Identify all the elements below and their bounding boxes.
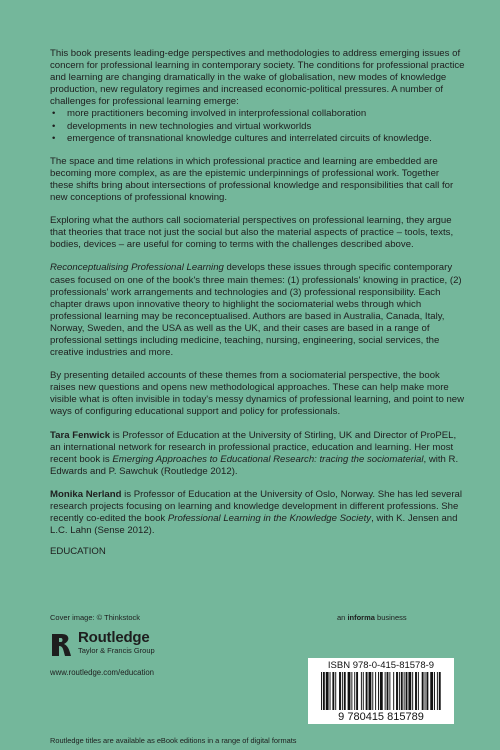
author-name: Monika Nerland bbox=[50, 488, 122, 500]
challenges-list bbox=[50, 108, 465, 144]
barcode-bar bbox=[326, 672, 329, 710]
barcode-bar bbox=[372, 672, 373, 710]
barcode-bar bbox=[323, 672, 325, 710]
barcode-bar bbox=[396, 672, 398, 710]
routledge-logo-icon bbox=[50, 632, 72, 658]
space-time-paragraph: The space and time relations in which professional practice and learning are embedded are becoming more complex, as are the epistemic underpinnings of professional work. Together these shifts bring about intersections of professional knowledge and responsibilities that call for new conceptions of professional knowing. bbox=[50, 155, 454, 204]
author-name: Tara Fenwick bbox=[50, 429, 111, 441]
author-bio-nerland: Monika Nerland is Professor of Education at the University of Oslo, Norway. She has led several research projects focusing on learning and knowledge development in different professions. She recently co-edited the book Professional Learning in the Knowledge Society, with K. Jensen and L.C. Lahn (Sense 2012). bbox=[50, 488, 462, 537]
barcode-icon bbox=[311, 672, 451, 722]
book-title: Reconceptualising Professional Learning bbox=[50, 262, 224, 274]
barcode-bar bbox=[380, 672, 383, 710]
publisher-logo-text bbox=[78, 629, 155, 655]
author-book-title: Emerging Approaches to Educational Research: tracing the sociomaterial bbox=[112, 453, 424, 465]
barcode-digits: 9 780415 815789 bbox=[338, 711, 424, 722]
barcode-bar bbox=[321, 672, 322, 710]
sociomaterial-paragraph: Exploring what the authors call sociomaterial perspectives on professional learning, they argue that theories that trace not just the social but also the material aspects of practice – tools, texts, bodies, devices – are useful for coming to terms with the challenges described above. bbox=[50, 215, 454, 251]
publisher-name: Routledge bbox=[78, 629, 150, 646]
barcode-bar bbox=[351, 672, 352, 710]
accounts-paragraph: By presenting detailed accounts of these themes from a sociomaterial perspective, the book raises new questions and opens new methodological approaches. These can help make more visible what is often invisible in today's messy dynamics of professional learning, and point to new ways of configuring educational support and policy for professionals. bbox=[50, 370, 465, 418]
cover-footer bbox=[0, 610, 500, 750]
barcode-bar bbox=[412, 672, 413, 710]
barcode-bar bbox=[415, 672, 417, 710]
publisher-website: www.routledge.com/education bbox=[50, 668, 155, 677]
themes-paragraph: Reconceptualising Professional Learning develops these issues through specific contemporary cases focused on one of the book's three main themes: (1) professionals' knowing in practice, (2) professionals' work arrangements and technologies and (3) professional responsibility. Each chapter draws upon innovative theory to highlight the sociomaterial webs through which professional learning may be reconceptualised. Authors are based in Australia, Canada, Italy, Norway, Sweden, and the USA as well as the UK, and their cases are based in a range of professional settings including medicine, teaching, nursing, engineering, social services, the creative industries and more. bbox=[50, 262, 462, 359]
barcode-bar bbox=[401, 672, 403, 710]
list-item: • developments in new technologies and virtual workworlds bbox=[50, 121, 465, 133]
barcode-bar bbox=[393, 672, 394, 710]
barcode-bar bbox=[426, 672, 428, 710]
barcode-bar bbox=[335, 672, 336, 710]
barcode-bar bbox=[404, 672, 405, 710]
barcode-bar bbox=[434, 672, 435, 710]
barcode-bar bbox=[348, 672, 351, 710]
publisher-group: Taylor & Francis Group bbox=[78, 646, 155, 655]
barcode-bar bbox=[369, 672, 372, 710]
author-book-title: Professional Learning in the Knowledge Society bbox=[167, 513, 372, 525]
isbn-number: ISBN 978-0-415-81578-9 bbox=[327, 660, 435, 671]
barcode-bar bbox=[439, 672, 441, 710]
barcode-bar bbox=[385, 672, 386, 710]
barcode-bar bbox=[406, 672, 408, 710]
barcode-bar bbox=[363, 672, 364, 710]
barcode-bar bbox=[361, 672, 362, 710]
barcode-bar bbox=[378, 672, 379, 710]
author-bio-fenwick: Tara Fenwick is Professor of Education at the University of Stirling, UK and Director of ProPEL, an international network for research in professional practice, education and learning. Her most recent book is Emerging Approaches to Educational Research: tracing the sociomaterial, with R. Edwards and P. Sawchuk (Routledge 2012). bbox=[50, 429, 459, 477]
barcode-bar bbox=[354, 672, 355, 710]
barcode-bar bbox=[430, 672, 433, 710]
barcode-bar bbox=[356, 672, 358, 710]
barcode-bar bbox=[425, 672, 426, 710]
intro-paragraph bbox=[50, 48, 465, 145]
back-cover-text bbox=[50, 48, 465, 569]
barcode-bar bbox=[422, 672, 424, 710]
barcode-bar bbox=[399, 672, 400, 710]
barcode-bar bbox=[387, 672, 389, 710]
subject-category: EDUCATION bbox=[50, 546, 106, 558]
barcode-bar bbox=[342, 672, 343, 710]
barcode-bar bbox=[339, 672, 341, 710]
barcode-bar bbox=[344, 672, 346, 710]
barcode-bar bbox=[437, 672, 438, 710]
barcode-bar bbox=[330, 672, 331, 710]
barcode-bar bbox=[366, 672, 368, 710]
list-item: • emergence of transnational knowledge cultures and interrelated circuits of knowledge. bbox=[50, 133, 465, 145]
barcode-bar bbox=[408, 672, 411, 710]
cover-image-credit: Cover image: © Thinkstock bbox=[50, 613, 141, 622]
barcode-bar bbox=[332, 672, 334, 710]
ebook-note: Routledge titles are available as eBook editions in a range of digital formats bbox=[50, 736, 297, 745]
barcode bbox=[308, 658, 454, 724]
barcode-bar bbox=[389, 672, 390, 710]
barcode-bar bbox=[375, 672, 376, 710]
informa-tagline: an informa business bbox=[337, 613, 407, 622]
list-item: • more practitioners becoming involved in interprofessional collaboration bbox=[50, 108, 465, 120]
intro-text: This book presents leading-edge perspectives and methodologies to address emerging issues of concern for professional learning in contemporary society. The conditions for professional practice and learning are changing dramatically in the wake of globalisation, new modes of knowledge production, new regulatory regimes and increased economic-political pressures. A number of challenges for professional learning emerge: bbox=[50, 48, 465, 108]
barcode-bar bbox=[418, 672, 419, 710]
